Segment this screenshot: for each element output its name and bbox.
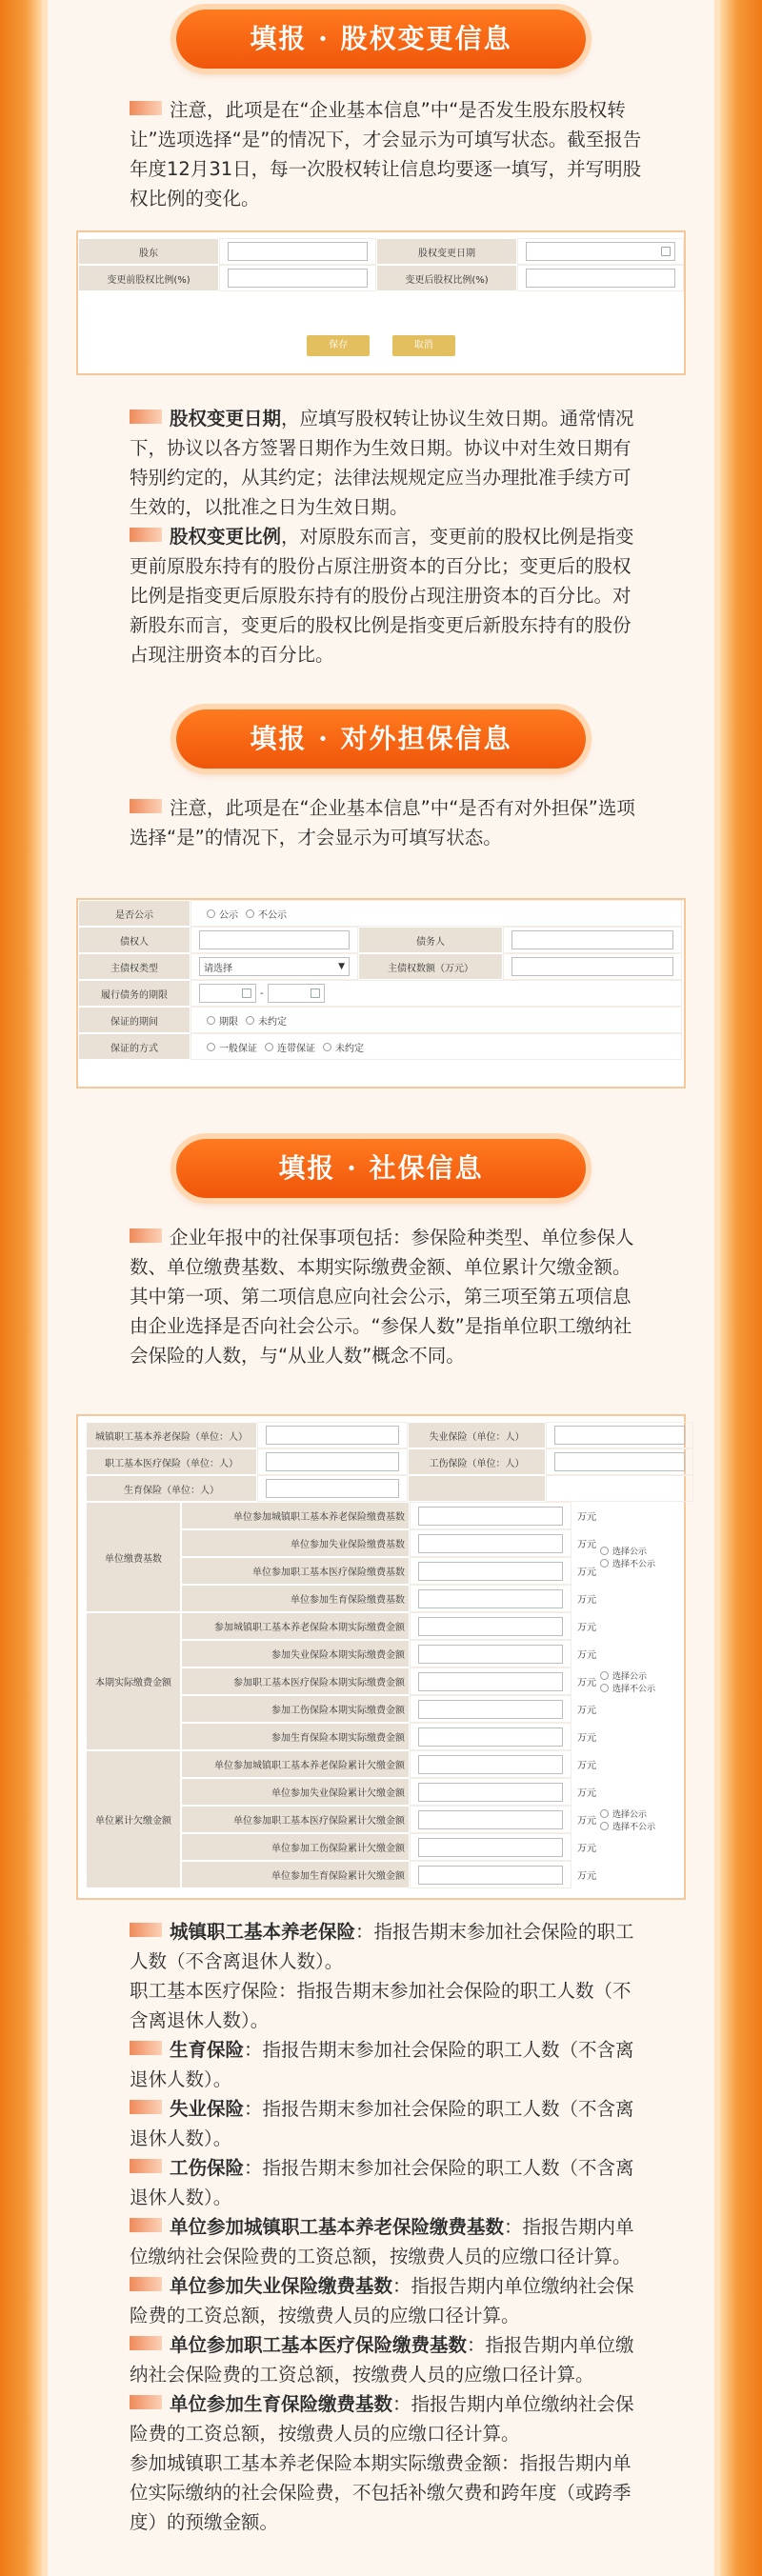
group-label: 单位缴费基数 xyxy=(86,1502,181,1612)
bullet-mark xyxy=(130,101,162,115)
row-label: 参加职工基本医疗保险本期实际缴费金额 xyxy=(181,1667,410,1695)
top-label-pension: 城镇职工基本养老保险（单位：人） xyxy=(86,1422,257,1448)
social-explain xyxy=(130,1917,642,2537)
calendar-icon[interactable] xyxy=(661,247,671,256)
left-border xyxy=(0,0,42,2576)
amount-input[interactable] xyxy=(418,1562,563,1581)
top-label-injury: 工伤保险（单位：人） xyxy=(408,1448,546,1475)
after-ratio-label: 变更后股权比例(%) xyxy=(376,265,517,291)
amount-input[interactable] xyxy=(418,1534,563,1553)
amount-input[interactable] xyxy=(418,1838,563,1857)
creditor-label: 债权人 xyxy=(78,927,190,953)
maternity-count-input[interactable] xyxy=(266,1479,399,1498)
radio-public[interactable] xyxy=(600,1809,609,1818)
guarantee-form: 是否公示 公示 不公示 债权人 债务人 主债权类型 请选择 ▼ 主债权数额（万元） 履行债务的期限 - 保证的期间 期限 未约定 保证的方式 一般保证 连带保证 未约定 xyxy=(76,898,686,1088)
section-title-equity: 填报 · 股权变更信息 xyxy=(176,10,586,69)
calendar-icon[interactable] xyxy=(311,988,320,998)
radio-public[interactable] xyxy=(207,909,215,918)
unit-label: 万元 xyxy=(577,1761,596,1771)
equity-intro-text: 注意，此项是在“企业基本信息”中“是否发生股东股权转让”选项选择“是”的情况下，才会显示为可填写状态。截至报告年度12月31日，每一次股权转让信息均要逐一填写，并写明股权比例的变化。 xyxy=(130,99,642,210)
bullet-mark xyxy=(130,2277,162,2291)
group-label: 单位累计欠缴金额 xyxy=(86,1750,181,1888)
bullet-mark xyxy=(130,528,162,542)
unit-label: 万元 xyxy=(577,1706,596,1716)
injury-count-input[interactable] xyxy=(554,1452,685,1471)
bullet-mark xyxy=(130,2041,162,2055)
before-ratio-input[interactable] xyxy=(228,269,368,288)
unit-label: 万元 xyxy=(577,1540,596,1550)
debtor-label: 债务人 xyxy=(358,927,503,953)
main-type-select[interactable]: 请选择 ▼ xyxy=(199,957,350,976)
social-form xyxy=(76,1414,686,1900)
explain-item: 单位参加失业保险缴费基数：指报告期内单位缴纳社会保险费的工资总额，按缴费人员的应缴口径计算。 xyxy=(130,2275,634,2326)
change-date-label: 股权变更日期 xyxy=(376,238,517,265)
row-label: 参加失业保险本期实际缴费金额 xyxy=(181,1640,410,1667)
radio-nonpublic[interactable] xyxy=(600,1822,609,1830)
row-label: 单位参加城镇职工基本养老保险累计欠缴金额 xyxy=(181,1750,410,1778)
bullet-mark xyxy=(130,2159,162,2173)
period-end-input[interactable] xyxy=(268,984,325,1003)
after-ratio-input[interactable] xyxy=(526,269,675,288)
change-date-input[interactable] xyxy=(526,242,675,261)
amount-input[interactable] xyxy=(418,1810,563,1829)
radio-public[interactable] xyxy=(600,1671,609,1680)
row-label: 单位参加职工基本医疗保险累计欠缴金额 xyxy=(181,1806,410,1833)
explain-change-date: 股权变更日期，应填写股权转让协议生效日期。通常情况下，协议以各方签署日期作为生效日期。协议中对生效日期有特别约定的，从其约定；法律法规规定应当办理批准手续方可生效的，以批准之日为生效日期。 xyxy=(130,408,634,518)
publicity-options: 选择公示 选择不公示 xyxy=(598,1502,684,1612)
unit-label: 万元 xyxy=(577,1844,596,1854)
amount-input[interactable] xyxy=(418,1507,563,1526)
equity-form xyxy=(76,230,686,375)
social-intro xyxy=(130,1223,642,1370)
unit-label: 万元 xyxy=(577,1816,596,1827)
cancel-button[interactable]: 取消 xyxy=(392,335,455,356)
radio-nonpublic[interactable] xyxy=(246,909,254,918)
row-label: 参加城镇职工基本养老保险本期实际缴费金额 xyxy=(181,1612,410,1640)
main-amount-label: 主债权数额（万元） xyxy=(358,953,503,980)
group-base xyxy=(86,1502,674,1612)
guarantee-period-label: 保证的期间 xyxy=(78,1007,190,1033)
explain-item: 参加城镇职工基本养老保险本期实际缴费金额：指报告期内单位实际缴纳的社会保险费，不包括补缴欠费和跨年度（或跨季度）的预缴金额。 xyxy=(130,2452,632,2533)
publicity-options: 选择公示 选择不公示 xyxy=(598,1612,684,1750)
explain-item: 单位参加职工基本医疗保险缴费基数：指报告期内单位缴纳社会保险费的工资总额，按缴费人员的应缴口径计算。 xyxy=(130,2334,634,2386)
medical-count-input[interactable] xyxy=(266,1452,399,1471)
group-paid xyxy=(86,1612,674,1750)
unit-label: 万元 xyxy=(577,1733,596,1744)
section-title-social: 填报 · 社保信息 xyxy=(176,1139,586,1198)
row-label: 单位参加失业保险累计欠缴金额 xyxy=(181,1778,410,1806)
amount-input[interactable] xyxy=(418,1755,563,1774)
bullet-mark xyxy=(130,2218,162,2232)
unit-label: 万元 xyxy=(577,1568,596,1578)
bullet-mark xyxy=(130,1923,162,1937)
amount-input[interactable] xyxy=(418,1727,563,1747)
guarantee-intro xyxy=(130,793,642,852)
period-label: 履行债务的期限 xyxy=(78,980,190,1007)
amount-input[interactable] xyxy=(418,1645,563,1664)
save-button[interactable]: 保存 xyxy=(307,335,370,356)
unemployment-count-input[interactable] xyxy=(554,1426,685,1445)
radio-nonpublic[interactable] xyxy=(600,1559,609,1568)
creditor-input[interactable] xyxy=(199,930,350,949)
row-label: 参加生育保险本期实际缴费金额 xyxy=(181,1723,410,1750)
row-label: 参加工伤保险本期实际缴费金额 xyxy=(181,1695,410,1723)
top-label-medical: 职工基本医疗保险（单位：人） xyxy=(86,1448,257,1475)
amount-input[interactable] xyxy=(418,1866,563,1885)
group-label: 本期实际缴费金额 xyxy=(86,1612,181,1750)
period-start-input[interactable] xyxy=(199,984,256,1003)
explain-item: 失业保险：指报告期末参加社会保险的职工人数（不含离退休人数）。 xyxy=(130,2098,634,2149)
radio-method-general[interactable] xyxy=(207,1043,215,1051)
top-label-maternity: 生育保险（单位：人） xyxy=(86,1475,257,1502)
chevron-down-icon: ▼ xyxy=(338,962,345,971)
amount-input[interactable] xyxy=(418,1617,563,1636)
row-label: 单位参加失业保险缴费基数 xyxy=(181,1529,410,1557)
row-label: 单位参加生育保险缴费基数 xyxy=(181,1585,410,1612)
radio-nonpublic[interactable] xyxy=(600,1684,609,1692)
radio-public[interactable] xyxy=(600,1547,609,1555)
explain-change-ratio: 股权变更比例，对原股东而言，变更前的股权比例是指变更前原股东持有的股份占原注册资本的百分比；变更后的股权比例是指变更后原股东持有的股份占现注册资本的百分比。对新股东而言，变更后的股权比例是指变更后新股东持有的股份占现注册资本的百分比。 xyxy=(130,526,634,666)
unit-label: 万元 xyxy=(577,1595,596,1606)
bullet-mark xyxy=(130,409,162,424)
main-amount-input[interactable] xyxy=(511,957,673,976)
guarantee-method-label: 保证的方式 xyxy=(78,1033,190,1060)
row-label: 单位参加城镇职工基本养老保险缴费基数 xyxy=(181,1502,410,1529)
unit-label: 万元 xyxy=(577,1788,596,1799)
equity-intro xyxy=(130,95,642,213)
row-label: 单位参加工伤保险累计欠缴金额 xyxy=(181,1833,410,1861)
bullet-mark xyxy=(130,799,162,813)
explain-item: 工伤保险：指报告期末参加社会保险的职工人数（不含离退休人数）。 xyxy=(130,2157,634,2208)
radio-period-none[interactable] xyxy=(246,1016,254,1025)
row-label: 单位参加生育保险累计欠缴金额 xyxy=(181,1861,410,1888)
debtor-input[interactable] xyxy=(511,930,673,949)
before-ratio-label: 变更前股权比例(%) xyxy=(78,265,219,291)
pension-count-input[interactable] xyxy=(266,1426,399,1445)
guarantee-intro-text: 注意，此项是在“企业基本信息”中“是否有对外担保”选项选择“是”的情况下，才会显示为可填写状态。 xyxy=(130,797,635,849)
bullet-mark xyxy=(130,2336,162,2350)
unit-label: 万元 xyxy=(577,1871,596,1882)
explain-item: 职工基本医疗保险：指报告期末参加社会保险的职工人数（不含离退休人数）。 xyxy=(130,1980,632,2031)
publicity-options: 选择公示 选择不公示 xyxy=(598,1750,684,1888)
amount-input[interactable] xyxy=(418,1700,563,1719)
calendar-icon[interactable] xyxy=(242,988,251,998)
amount-input[interactable] xyxy=(418,1672,563,1691)
bullet-mark xyxy=(130,2395,162,2409)
unit-label: 万元 xyxy=(577,1650,596,1661)
right-border xyxy=(720,0,762,2576)
main-type-label: 主债权类型 xyxy=(78,953,190,980)
amount-input[interactable] xyxy=(418,1783,563,1802)
section-title-guarantee: 填报 · 对外担保信息 xyxy=(176,709,586,769)
shareholder-label: 股东 xyxy=(78,238,219,265)
unit-label: 万元 xyxy=(577,1512,596,1523)
unit-label: 万元 xyxy=(577,1623,596,1633)
top-label-unemployment: 失业保险（单位：人） xyxy=(408,1422,546,1448)
radio-method-none[interactable] xyxy=(323,1043,331,1051)
shareholder-input[interactable] xyxy=(228,242,368,261)
radio-period-term[interactable] xyxy=(207,1016,215,1025)
explain-item: 单位参加生育保险缴费基数：指报告期内单位缴纳社会保险费的工资总额，按缴费人员的应缴口径计算。 xyxy=(130,2393,634,2445)
bullet-mark xyxy=(130,2100,162,2114)
unit-label: 万元 xyxy=(577,1678,596,1688)
bullet-mark xyxy=(130,1228,162,1243)
amount-input[interactable] xyxy=(418,1589,563,1608)
group-arrears xyxy=(86,1750,674,1888)
explain-item: 单位参加城镇职工基本养老保险缴费基数：指报告期内单位缴纳社会保险费的工资总额，按缴费人员的应缴口径计算。 xyxy=(130,2216,634,2267)
row-label: 单位参加职工基本医疗保险缴费基数 xyxy=(181,1557,410,1585)
radio-method-joint[interactable] xyxy=(265,1043,273,1051)
explain-item: 生育保险：指报告期末参加社会保险的职工人数（不含离退休人数）。 xyxy=(130,2039,634,2090)
public-label: 是否公示 xyxy=(78,900,190,927)
equity-explain xyxy=(130,404,642,669)
social-intro-text: 企业年报中的社保事项包括：参保险种类型、单位参保人数、单位缴费基数、本期实际缴费金额、单位累计欠缴金额。其中第一项、第二项信息应向社会公示，第三项至第五项信息由企业选择是否向社会公示。“参保人数”是指单位职工缴纳社会保险的人数，与“从业人数”概念不同。 xyxy=(130,1227,634,1367)
explain-item: 城镇职工基本养老保险：指报告期末参加社会保险的职工人数（不含离退休人数）。 xyxy=(130,1921,634,1972)
